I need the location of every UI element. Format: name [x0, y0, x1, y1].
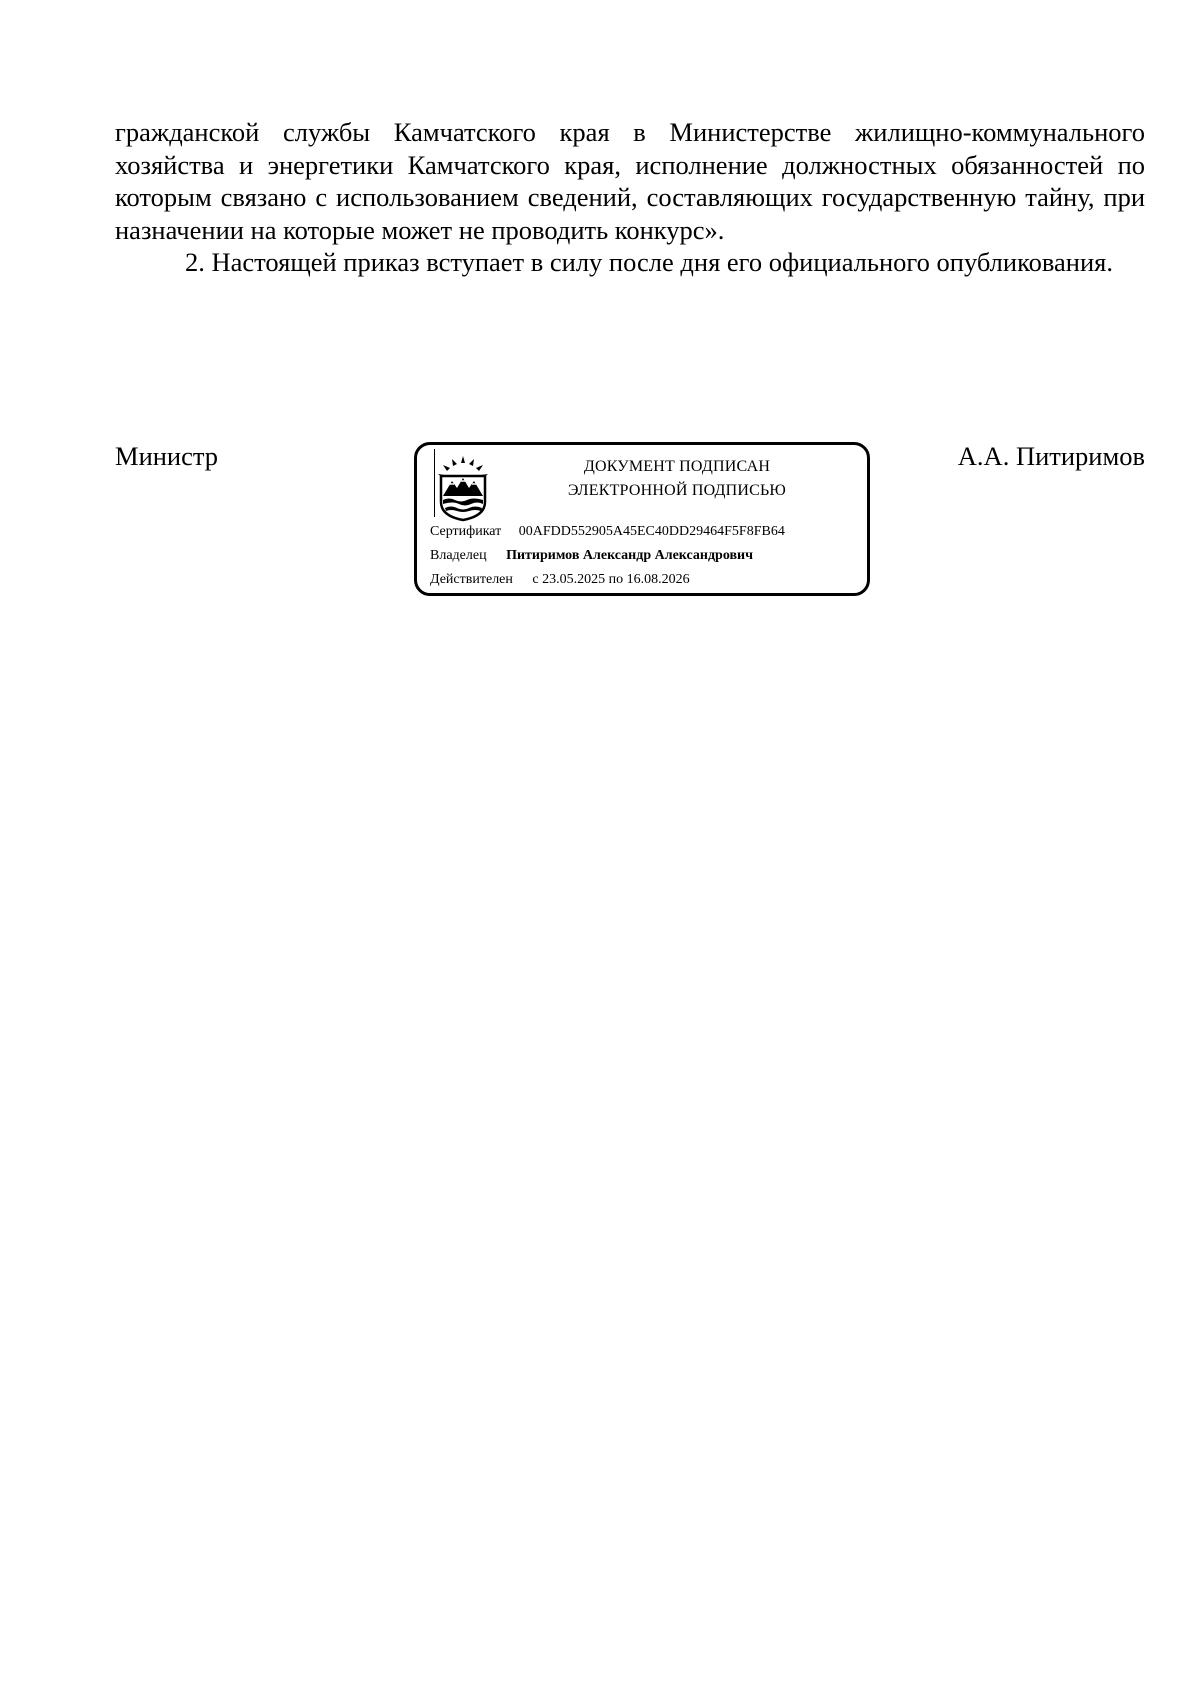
stamp-heading-line-2: ЭЛЕКТРОННОЙ ПОДПИСЬЮ: [567, 482, 787, 499]
kamchatka-coat-of-arms-icon: [432, 454, 494, 522]
valid-value: с 23.05.2025 по 16.08.2026: [532, 572, 690, 587]
paragraph-2: 2. Настоящей приказ вступает в силу после дня его официального опубликования.: [185, 247, 1113, 277]
document-body: [115, 116, 1145, 279]
certificate-value: 00AFDD552905A45EC40DD29464F5F8FB64: [518, 524, 785, 539]
stamp-certificate-row: [430, 523, 785, 541]
stamp-validity-row: [430, 571, 690, 589]
valid-label: Действителен: [430, 572, 513, 587]
owner-value: Питиримов Александр Александрович: [506, 548, 753, 563]
signer-name: А.А. Питиримов: [957, 441, 1145, 471]
electronic-signature-stamp: [414, 442, 870, 596]
certificate-label: Сертификат: [430, 524, 502, 539]
stamp-heading: [512, 455, 842, 503]
stamp-owner-row: [430, 547, 753, 565]
paragraph-continuation: гражданской службы Камчатского края в Министерстве жилищно-коммунального хозяйства и энергетики Камчатского края, исполнение должностных обязанностей по которым связано с использованием сведений, составляющих государственную тайну, при назначении на которые может не проводить конкурс».: [115, 117, 1145, 245]
owner-label: Владелец: [430, 548, 487, 563]
stamp-heading-line-1: ДОКУМЕНТ ПОДПИСАН: [583, 458, 771, 475]
signer-position: Министр: [115, 441, 219, 471]
